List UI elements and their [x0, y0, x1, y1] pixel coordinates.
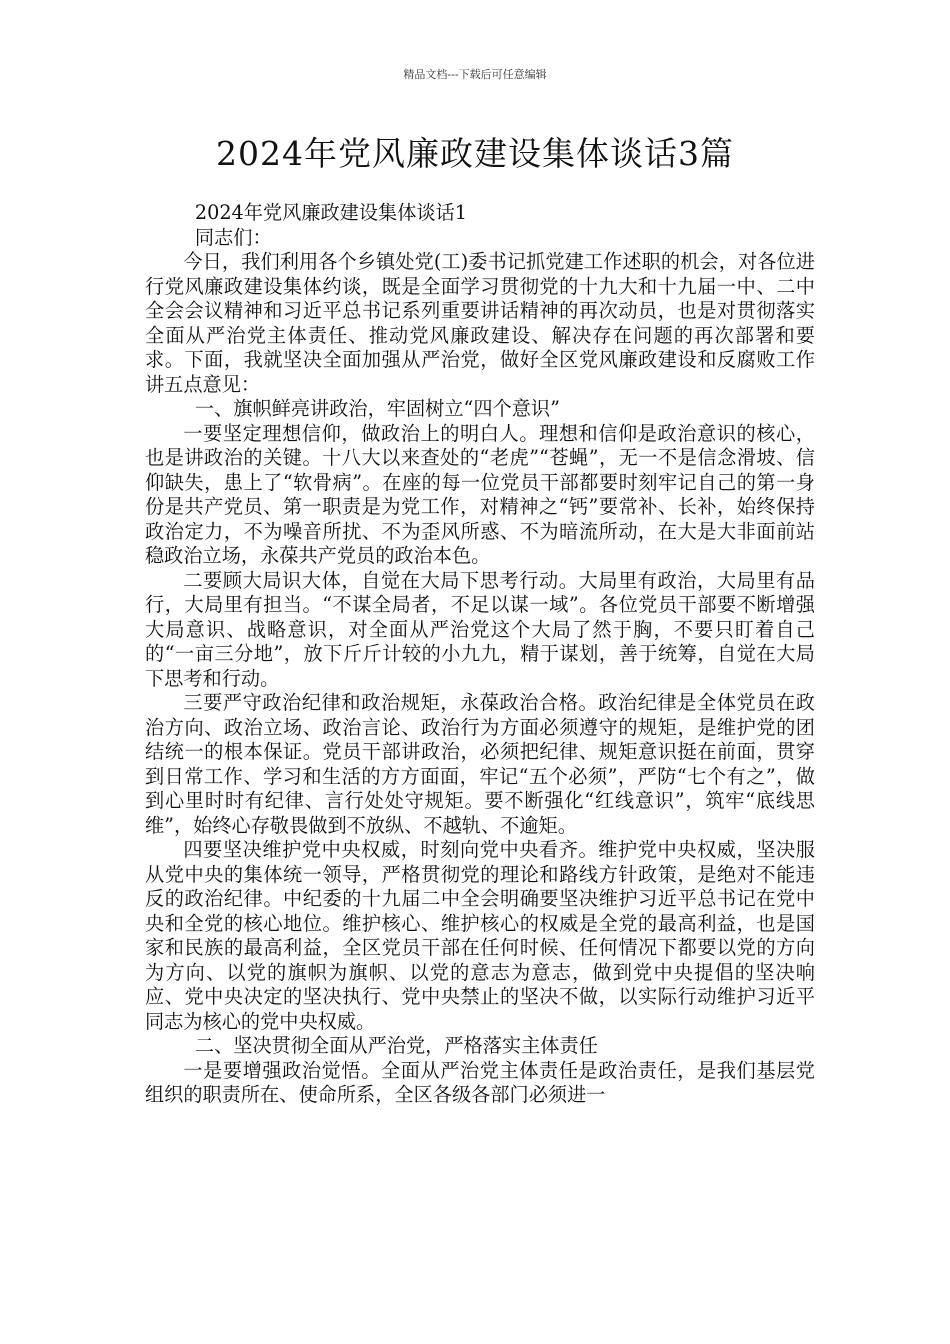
body-paragraph: 二要顾大局识大体，自觉在大局下思考行动。大局里有政治，大局里有品行，大局里有担当。“不谋全局者，不足以谋一域”。各位党员干部要不断增强大局意识、战略意识，对全面从严治党这个大局了然于胸，不要只盯着自己的“一亩三分地”，放下斤斤计较的小九九，精于谋划，善于统筹，自觉在大局下思考和行动。 [145, 568, 815, 690]
document-title: 2024年党风廉政建设集体谈话3篇 [216, 134, 734, 173]
body-paragraph: 一是要增强政治觉悟。全面从严治党主体责任是政治责任，是我们基层党组织的职责所在、使命所系，全区各级各部门必须进一 [145, 1058, 815, 1106]
body-paragraph: 三要严守政治纪律和政治规矩，永葆政治合格。政治纪律是全体党员在政治方向、政治立场、政治言论、政治行为方面必须遵守的规矩，是维护党的团结统一的根本保证。党员干部讲政治，必须把纪律、规矩意识挺在前面，贯穿到日常工作、学习和生活的方方面面，牢记“五个必须”，严防“七个有之”，做到心里时时有纪律、言行处处守规矩。要不断强化“红线意识”，筑牢“底线思维”，始终心存敬畏做到不放纵、不越轨、不逾矩。 [145, 691, 815, 837]
body-paragraph: 一要坚定理想信仰，做政治上的明白人。理想和信仰是政治意识的核心，也是讲政治的关键。十八大以来查处的“老虎”“苍蝇”，无一不是信念滑坡、信仰缺失，患上了“软骨病”。在座的每一位党员干部都要时刻牢记自己的第一身份是共产党员、第一职责是为党工作，对精神之“钙”要常补、长补，始终保持政治定力，不为噪音所扰、不为歪风所惑、不为暗流所动，在大是大非面前站稳政治立场，永葆共产党员的政治本色。 [145, 421, 815, 567]
body-paragraph: 四要坚决维护党中央权威，时刻向党中央看齐。维护党中央权威，坚决服从党中央的集体统一领导，严格贯彻党的理论和路线方针政策，是绝对不能违反的政治纪律。中纪委的十九届二中全会明确要坚决维护习近平总书记在党中央和全党的核心地位。维护核心、维护核心的权威是全党的最高利益，也是国家和民族的最高利益，全区党员干部在任何时候、任何情况下都要以党的方向为方向、以党的旗帜为旗帜、以党的意志为意志，做到党中央提倡的坚决响应、党中央决定的坚决执行、党中央禁止的坚决不做，以实际行动维护习近平同志为核心的党中央权威。 [145, 838, 815, 1033]
page-header-note: 精品文档---下载后可任意编辑 [403, 68, 547, 81]
document-body [145, 201, 815, 1108]
section-heading: 一、旗帜鲜亮讲政治，牢固树立“四个意识” [194, 397, 560, 420]
salutation-paragraph: 同志们： [194, 225, 272, 249]
body-paragraph: 今日，我们利用各个乡镇处党(工)委书记抓党建工作述职的机会，对各位进行党风廉政建设集体约谈，既是全面学习贯彻党的十九大和十九届一中、二中全会会议精神和习近平总书记系列重要讲话精神的再次动员，也是对贯彻落实全面从严治党主体责任、推动党风廉政建设、解决存在问题的再次部署和要求。下面，我就坚决全面加强从严治党，做好全区党风廉政建设和反腐败工作讲五点意见： [145, 250, 815, 396]
subtitle-paragraph: 2024年党风廉政建设集体谈话1 [194, 201, 468, 224]
section-heading: 二、坚决贯彻全面从严治党，严格落实主体责任 [194, 1034, 598, 1057]
